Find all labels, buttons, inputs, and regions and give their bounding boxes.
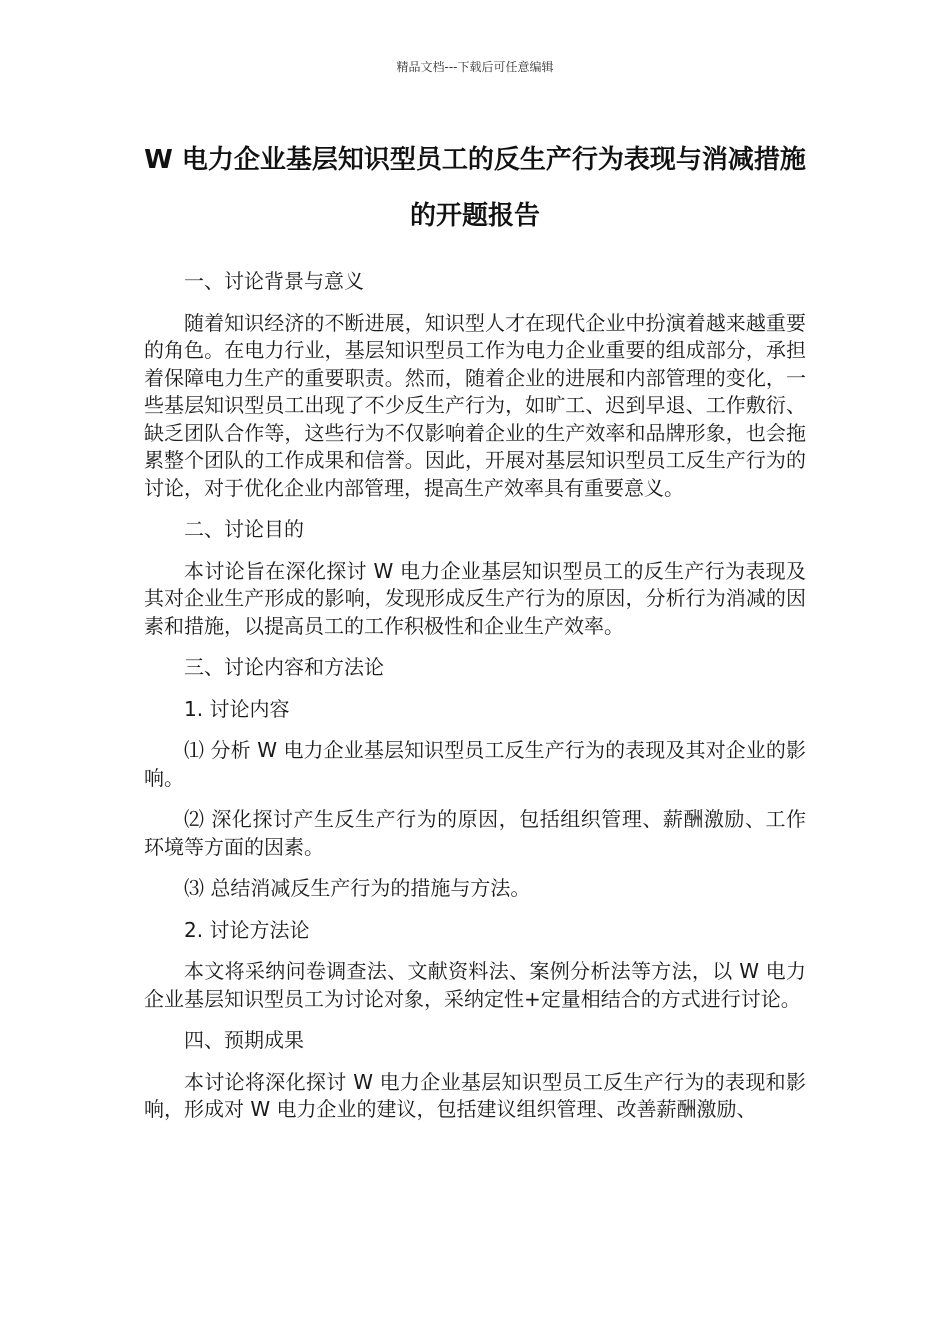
section-heading: 一、讨论背景与意义 bbox=[184, 269, 364, 293]
subsection-heading: 2. 讨论方法论 bbox=[184, 917, 310, 942]
list-item: ⑶ 总结消减反生产行为的措施与方法。 bbox=[184, 876, 531, 900]
list-item: ⑴ 分析 W 电力企业基层知识型员工反生产行为的表现及其对企业的影响。 bbox=[144, 738, 806, 790]
section-heading: 二、讨论目的 bbox=[184, 517, 304, 541]
document-body bbox=[144, 268, 806, 1138]
list-item: ⑵ 深化探讨产生反生产行为的原因，包括组织管理、薪酬激励、工作环境等方面的因素。 bbox=[144, 807, 806, 859]
subsection-heading: 1. 讨论内容 bbox=[184, 696, 290, 721]
paragraph: 本讨论将深化探讨 W 电力企业基层知识型员工反生产行为的表现和影响，形成对 W 电力企业的建议，包括建议组织管理、改善薪酬激励、 bbox=[144, 1069, 806, 1121]
page-header-note: 精品文档---下载后可任意编辑 bbox=[396, 60, 554, 74]
paragraph: 本讨论旨在深化探讨 W 电力企业基层知识型员工的反生产行为表现及其对企业生产形成的影响，发现形成反生产行为的原因，分析行为消减的因素和措施，以提高员工的工作积极性和企业生产效率。 bbox=[144, 558, 806, 638]
section-heading: 三、讨论内容和方法论 bbox=[184, 655, 384, 679]
document-title: W 电力企业基层知识型员工的反生产行为表现与消减措施的开题报告 bbox=[144, 145, 806, 231]
paragraph: 本文将采纳问卷调查法、文献资料法、案例分析法等方法，以 W 电力企业基层知识型员工为讨论对象，采纳定性+定量相结合的方式进行讨论。 bbox=[144, 959, 806, 1011]
section-heading: 四、预期成果 bbox=[184, 1028, 304, 1052]
paragraph: 随着知识经济的不断进展，知识型人才在现代企业中扮演着越来越重要的角色。在电力行业，基层知识型员工作为电力企业重要的组成部分，承担着保障电力生产的重要职责。然而，随着企业的进展和内部管理的变化，一些基层知识型员工出现了不少反生产行为，如旷工、迟到早退、工作敷衍、缺乏团队合作等，这些行为不仅影响着企业的生产效率和品牌形象，也会拖累整个团队的工作成果和信誉。因此，开展对基层知识型员工反生产行为的讨论，对于优化企业内部管理，提高生产效率具有重要意义。 bbox=[144, 310, 806, 500]
